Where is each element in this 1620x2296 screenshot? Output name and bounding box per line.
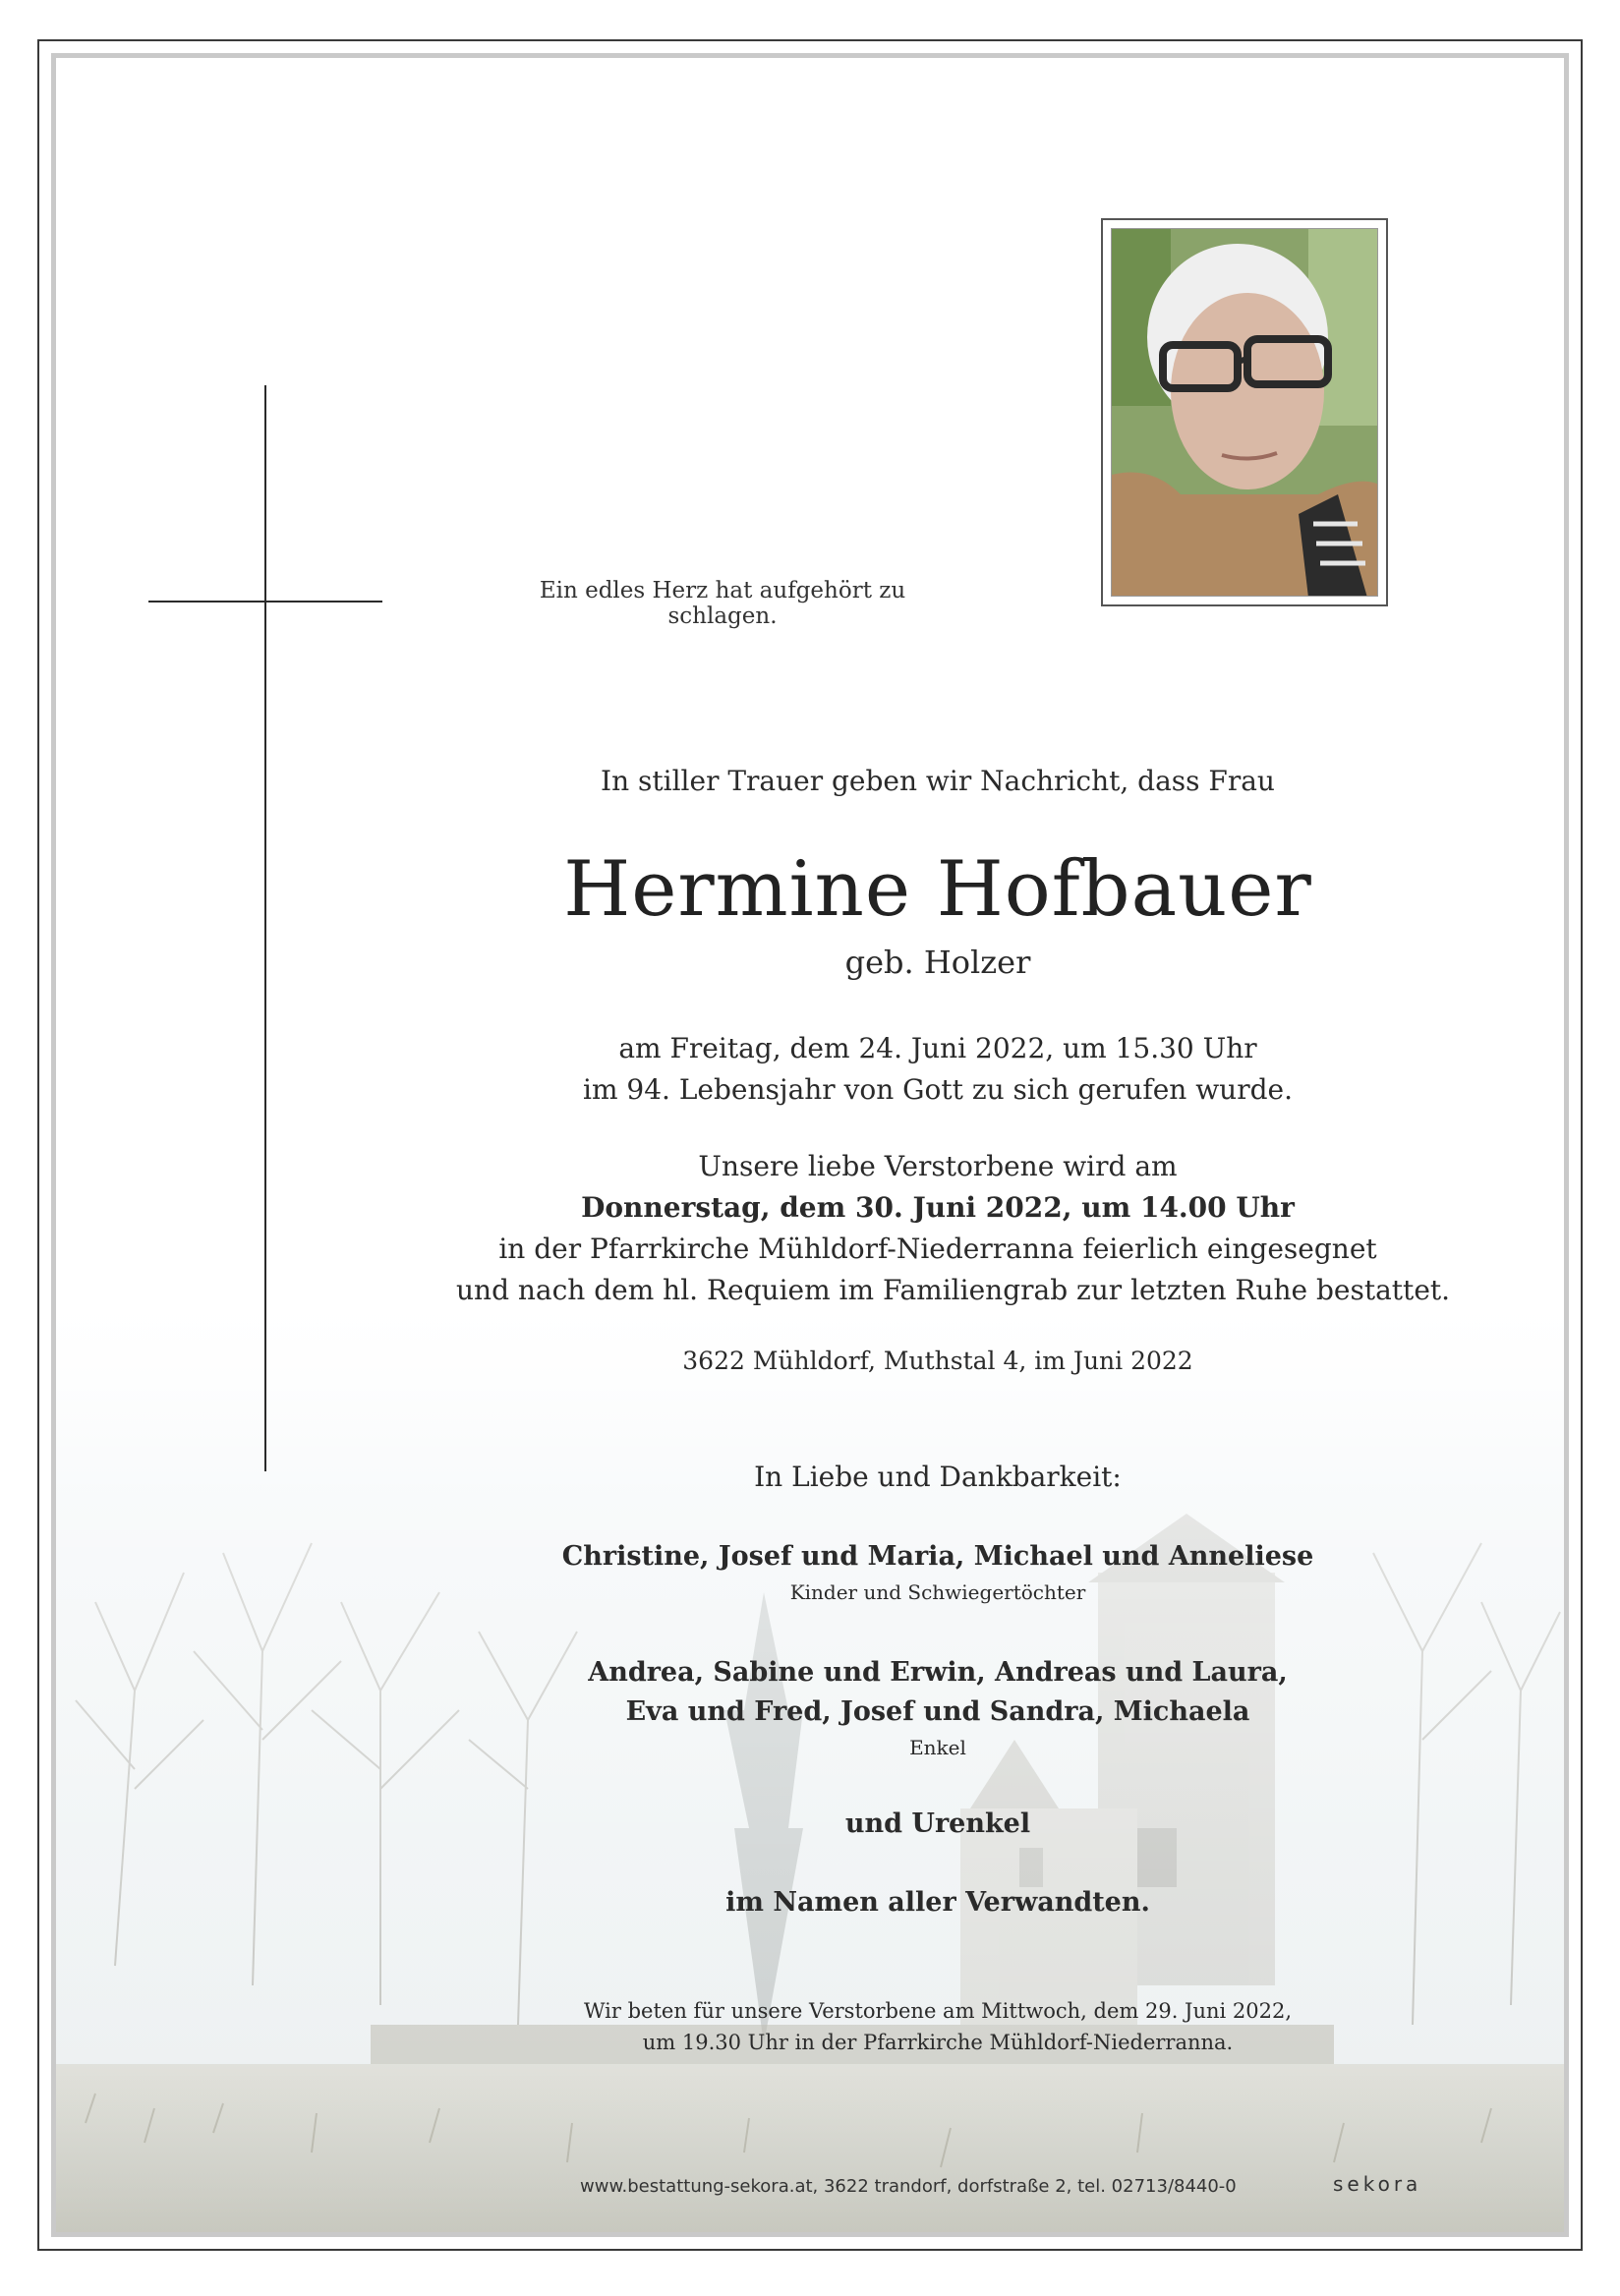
funeral-burial-line: und nach dem hl. Requiem im Familiengrab zur letzten Ruhe bestattet. (456, 1274, 1451, 1306)
children-label: Kinder und Schwiegertöchter (789, 1580, 1086, 1604)
great-grandchildren-line: und Urenkel (844, 1808, 1031, 1839)
maiden-name: geb. Holzer (844, 944, 1031, 981)
place-date-line: 3622 Mühldorf, Muthstal 4, im Juni 2022 (682, 1347, 1193, 1375)
death-date-line: am Freitag, dem 24. Juni 2022, um 15.30 Uhr (618, 1032, 1257, 1064)
portrait-photo-frame (1101, 218, 1388, 606)
children-names: Christine, Josef und Maria, Michael und Anneliese (561, 1541, 1314, 1572)
mourners-heading: In Liebe und Dankbarkeit: (754, 1461, 1122, 1493)
funeral-intro-line: Unsere liebe Verstorbene wird am (698, 1150, 1178, 1182)
funeral-date-line: Donnerstag, dem 30. Juni 2022, um 14.00 Uhr (581, 1191, 1295, 1224)
grandchildren-label: Enkel (909, 1736, 966, 1759)
deceased-name: Hermine Hofbauer (563, 845, 1312, 934)
prayer-line1: Wir beten für unsere Verstorbene am Mittwoch, dem 29. Juni 2022, (583, 1999, 1293, 2023)
grandchildren-names-line2: Eva und Fred, Josef und Sandra, Michaela (625, 1696, 1250, 1727)
cross-vertical (264, 385, 266, 1471)
portrait-photo (1111, 228, 1378, 597)
relatives-line: im Namen aller Verwandten. (725, 1887, 1150, 1918)
intro-text: In stiller Trauer geben wir Nachricht, dass Frau (601, 765, 1275, 797)
funeral-church-line: in der Pfarrkirche Mühldorf-Niederranna feierlich eingesegnet (498, 1233, 1377, 1265)
footer-contact: www.bestattung-sekora.at, 3622 trandorf, dorfstraße 2, tel. 02713/8440-0 (580, 2176, 1237, 2197)
motto-text: Ein edles Herz hat aufgehört zu schlagen. (539, 578, 906, 629)
sekora-logo: sekora (1333, 2172, 1422, 2196)
death-age-line: im 94. Lebensjahr von Gott zu sich gerufen wurde. (582, 1073, 1293, 1106)
cross-horizontal (148, 601, 382, 603)
grandchildren-names-line1: Andrea, Sabine und Erwin, Andreas und Laura, (588, 1657, 1288, 1688)
prayer-line2: um 19.30 Uhr in der Pfarrkirche Mühldorf-Niederranna. (642, 2031, 1234, 2054)
